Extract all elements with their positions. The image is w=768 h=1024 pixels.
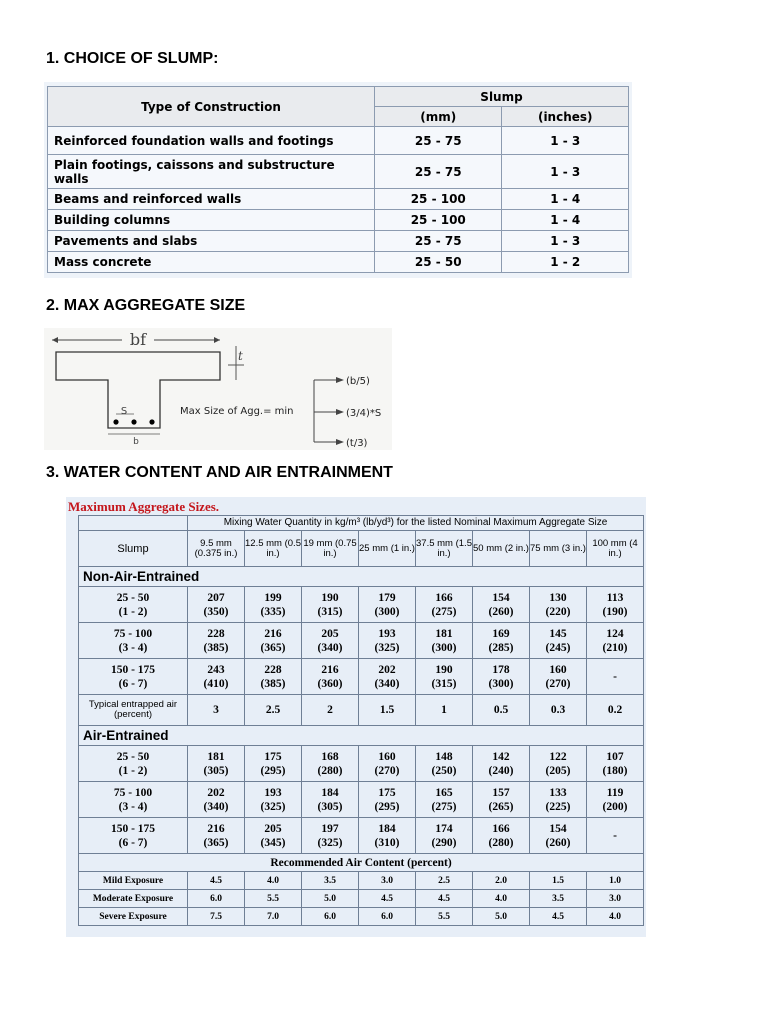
water-lb: (385) — [260, 677, 286, 690]
label-s: S — [120, 406, 128, 417]
col-header-type: Type of Construction — [48, 87, 375, 127]
exposure-cell: 4.5 — [416, 890, 473, 908]
water-kg: 228 — [264, 663, 282, 676]
water-cell — [473, 659, 530, 695]
water-cell — [359, 746, 416, 782]
water-cell — [302, 782, 359, 818]
exposure-cell: 1.0 — [587, 872, 644, 890]
cell-type: Reinforced foundation walls and footings — [48, 127, 375, 155]
table-row — [79, 908, 644, 926]
water-kg: 166 — [435, 591, 453, 604]
exposure-cell: 2.0 — [473, 872, 530, 890]
aggregate-diagram — [44, 328, 392, 450]
exposure-cell: 3.0 — [359, 872, 416, 890]
slump-mm: 75 - 100 — [113, 786, 153, 799]
exposure-cell: 3.5 — [302, 872, 359, 890]
exposure-cell: 4.5 — [530, 908, 587, 926]
water-kg: 166 — [492, 822, 510, 835]
water-lb: (200) — [602, 800, 628, 813]
water-lb: (240) — [488, 764, 514, 777]
water-kg: 154 — [492, 591, 510, 604]
water-kg: 197 — [321, 822, 339, 835]
table-row — [48, 231, 629, 252]
water-lb: (260) — [488, 605, 514, 618]
cell-mm: 25 - 75 — [375, 231, 502, 252]
water-kg: 142 — [492, 750, 510, 763]
water-cell — [245, 818, 302, 854]
entrapped-cell: 3 — [188, 695, 245, 726]
size-header: 100 mm (4 in.) — [587, 531, 644, 567]
exposure-cell: 4.0 — [587, 908, 644, 926]
col-header-slump: Slump — [375, 87, 629, 107]
water-lb: (300) — [374, 605, 400, 618]
water-cell — [188, 746, 245, 782]
water-kg: - — [613, 670, 617, 683]
table-row — [79, 872, 644, 890]
water-kg: 168 — [321, 750, 339, 763]
water-table-panel — [66, 497, 646, 937]
cell-mm: 25 - 100 — [375, 210, 502, 231]
entrapped-cell: 0.2 — [587, 695, 644, 726]
cell-inches: 1 - 4 — [502, 189, 629, 210]
water-cell — [530, 623, 587, 659]
water-cell — [416, 659, 473, 695]
water-kg: 145 — [549, 627, 567, 640]
size-header: 75 mm (3 in.) — [530, 531, 587, 567]
water-lb: (180) — [602, 764, 628, 777]
water-cell — [530, 746, 587, 782]
water-lb: (280) — [488, 836, 514, 849]
recommended-air-heading: Recommended Air Content (percent) — [79, 854, 644, 872]
water-lb: (220) — [545, 605, 571, 618]
table-row — [79, 587, 644, 623]
water-cell — [530, 659, 587, 695]
water-cell — [302, 659, 359, 695]
water-lb: (275) — [431, 800, 457, 813]
water-cell — [473, 623, 530, 659]
slump-mm: 25 - 50 — [116, 750, 150, 763]
water-cell — [587, 587, 644, 623]
size-header: 19 mm (0.75 in.) — [302, 531, 359, 567]
water-cell — [530, 782, 587, 818]
water-kg: 165 — [435, 786, 453, 799]
slump-cell — [79, 587, 188, 623]
water-cell — [473, 587, 530, 623]
water-kg: 205 — [321, 627, 339, 640]
water-kg: 184 — [378, 822, 396, 835]
water-kg: 154 — [549, 822, 567, 835]
water-cell — [302, 587, 359, 623]
water-table-title: Maximum Aggregate Sizes. — [68, 499, 220, 514]
size-header: 37.5 mm (1.5 in.) — [416, 531, 473, 567]
entrapped-cell: 0.5 — [473, 695, 530, 726]
cell-inches: 1 - 3 — [502, 231, 629, 252]
entrapped-cell: 1.5 — [359, 695, 416, 726]
cell-inches: 1 - 3 — [502, 127, 629, 155]
water-lb: (340) — [203, 800, 229, 813]
water-cell — [473, 782, 530, 818]
water-kg: 124 — [606, 627, 624, 640]
water-kg: 178 — [492, 663, 510, 676]
water-cell — [473, 746, 530, 782]
water-kg: 119 — [606, 786, 624, 799]
water-kg: 193 — [264, 786, 282, 799]
slump-table — [47, 86, 629, 273]
water-kg: 181 — [435, 627, 453, 640]
water-lb: (190) — [602, 605, 628, 618]
cell-type: Beams and reinforced walls — [48, 189, 375, 210]
section-heading-aggregate: 2. MAX AGGREGATE SIZE — [46, 297, 246, 314]
water-cell — [587, 746, 644, 782]
water-cell — [416, 782, 473, 818]
water-lb: (285) — [488, 641, 514, 654]
water-kg: 148 — [435, 750, 453, 763]
water-cell — [587, 782, 644, 818]
exposure-cell: 4.5 — [359, 890, 416, 908]
water-lb: (305) — [317, 800, 343, 813]
water-kg: 205 — [264, 822, 282, 835]
water-kg: 181 — [207, 750, 225, 763]
water-lb: (315) — [431, 677, 457, 690]
water-kg: 130 — [549, 591, 567, 604]
water-lb: (365) — [260, 641, 286, 654]
exposure-cell: 6.0 — [302, 908, 359, 926]
cell-type: Mass concrete — [48, 252, 375, 273]
cell-inches: 1 - 4 — [502, 210, 629, 231]
section-heading-water: 3. WATER CONTENT AND AIR ENTRAINMENT — [46, 464, 393, 481]
cell-inches: 1 - 3 — [502, 155, 629, 189]
label-bf: bf — [129, 330, 147, 349]
water-lb: (315) — [317, 605, 343, 618]
slump-in: (6 - 7) — [118, 677, 148, 690]
water-kg: - — [613, 829, 617, 842]
exposure-cell: 7.0 — [245, 908, 302, 926]
water-kg: 207 — [207, 591, 225, 604]
exposure-cell: 7.5 — [188, 908, 245, 926]
water-lb: (340) — [374, 677, 400, 690]
water-kg: 133 — [549, 786, 567, 799]
cell-mm: 25 - 50 — [375, 252, 502, 273]
table-row — [79, 818, 644, 854]
water-kg: 190 — [435, 663, 453, 676]
table-row — [48, 127, 629, 155]
super-header: Mixing Water Quantity in kg/m³ (lb/yd³) for the listed Nominal Maximum Aggregate Size — [188, 516, 644, 531]
water-cell — [245, 746, 302, 782]
water-kg: 107 — [606, 750, 624, 763]
water-lb: (340) — [317, 641, 343, 654]
water-lb: (280) — [317, 764, 343, 777]
exposure-cell: 5.5 — [245, 890, 302, 908]
water-kg: 169 — [492, 627, 510, 640]
water-table — [78, 515, 644, 926]
label-t: t — [238, 349, 243, 363]
water-cell — [302, 818, 359, 854]
col-header-mm: (mm) — [375, 107, 502, 127]
exposure-cell: 5.5 — [416, 908, 473, 926]
water-kg: 157 — [492, 786, 510, 799]
water-cell — [245, 623, 302, 659]
water-lb: (275) — [431, 605, 457, 618]
option-34s: (3/4)*S — [346, 408, 382, 419]
slump-table-panel — [44, 82, 632, 278]
water-lb: (300) — [431, 641, 457, 654]
exposure-cell: 2.5 — [416, 872, 473, 890]
water-cell — [530, 818, 587, 854]
slump-cell — [79, 782, 188, 818]
slump-cell — [79, 746, 188, 782]
entrapped-air-label: Typical entrapped air (percent) — [79, 695, 188, 726]
water-cell — [587, 659, 644, 695]
slump-header: Slump — [79, 531, 188, 567]
water-cell — [473, 818, 530, 854]
water-cell — [416, 818, 473, 854]
cell-type: Plain footings, caissons and substructure walls — [48, 155, 375, 189]
water-cell — [188, 659, 245, 695]
water-lb: (295) — [260, 764, 286, 777]
air-entrained-heading: Air-Entrained — [79, 726, 644, 746]
slump-in: (3 - 4) — [118, 800, 148, 813]
water-lb: (325) — [317, 836, 343, 849]
water-cell — [359, 659, 416, 695]
cell-inches: 1 - 2 — [502, 252, 629, 273]
water-cell — [359, 782, 416, 818]
table-row — [48, 155, 629, 189]
water-lb: (245) — [545, 641, 571, 654]
table-row — [48, 210, 629, 231]
exposure-cell: 1.5 — [530, 872, 587, 890]
water-cell — [416, 623, 473, 659]
non-air-entrained-heading: Non-Air-Entrained — [79, 567, 644, 587]
cell-type: Pavements and slabs — [48, 231, 375, 252]
exposure-cell: 4.0 — [245, 872, 302, 890]
water-kg: 202 — [378, 663, 396, 676]
slump-cell — [79, 659, 188, 695]
water-lb: (305) — [203, 764, 229, 777]
exposure-cell: 6.0 — [359, 908, 416, 926]
size-header: 9.5 mm (0.375 in.) — [188, 531, 245, 567]
water-lb: (265) — [488, 800, 514, 813]
water-lb: (290) — [431, 836, 457, 849]
water-lb: (410) — [203, 677, 229, 690]
water-cell — [416, 587, 473, 623]
water-lb: (310) — [374, 836, 400, 849]
size-header: 12.5 mm (0.5 in.) — [245, 531, 302, 567]
table-row — [48, 252, 629, 273]
slump-mm: 150 - 175 — [110, 822, 156, 835]
slump-cell — [79, 623, 188, 659]
water-kg: 122 — [549, 750, 567, 763]
water-cell — [302, 623, 359, 659]
entrapped-cell: 1 — [416, 695, 473, 726]
water-kg: 228 — [207, 627, 225, 640]
tbeam-diagram — [44, 328, 392, 450]
water-kg: 202 — [207, 786, 225, 799]
water-kg: 199 — [264, 591, 282, 604]
water-kg: 216 — [264, 627, 282, 640]
exposure-cell: 4.5 — [188, 872, 245, 890]
col-header-inches: (inches) — [502, 107, 629, 127]
cell-type: Building columns — [48, 210, 375, 231]
water-lb: (270) — [545, 677, 571, 690]
water-kg: 113 — [606, 591, 624, 604]
water-cell — [245, 587, 302, 623]
water-lb: (295) — [374, 800, 400, 813]
label-b: b — [133, 437, 139, 447]
slump-mm: 150 - 175 — [110, 663, 156, 676]
exposure-cell: 6.0 — [188, 890, 245, 908]
water-cell — [530, 587, 587, 623]
water-lb: (250) — [431, 764, 457, 777]
table-row — [79, 746, 644, 782]
table-row — [79, 659, 644, 695]
water-kg: 190 — [321, 591, 339, 604]
water-kg: 160 — [549, 663, 567, 676]
water-kg: 184 — [321, 786, 339, 799]
water-lb: (345) — [260, 836, 286, 849]
water-cell — [188, 782, 245, 818]
water-cell — [359, 623, 416, 659]
water-lb: (385) — [203, 641, 229, 654]
water-lb: (205) — [545, 764, 571, 777]
table-row — [79, 890, 644, 908]
water-kg: 193 — [378, 627, 396, 640]
water-lb: (360) — [317, 677, 343, 690]
water-lb: (325) — [374, 641, 400, 654]
option-b5: (b/5) — [346, 376, 370, 387]
water-cell — [245, 659, 302, 695]
water-lb: (335) — [260, 605, 286, 618]
water-lb: (260) — [545, 836, 571, 849]
table-row — [48, 189, 629, 210]
slump-in: (6 - 7) — [118, 836, 148, 849]
water-kg: 243 — [207, 663, 225, 676]
slump-mm: 25 - 50 — [116, 591, 150, 604]
formula-text: Max Size of Agg.= min — [180, 406, 294, 417]
water-cell — [587, 818, 644, 854]
water-cell — [302, 746, 359, 782]
water-lb: (225) — [545, 800, 571, 813]
option-t3: (t/3) — [346, 438, 368, 449]
slump-cell — [79, 818, 188, 854]
cell-mm: 25 - 75 — [375, 155, 502, 189]
slump-mm: 75 - 100 — [113, 627, 153, 640]
exposure-cell: 4.0 — [473, 890, 530, 908]
water-lb: (300) — [488, 677, 514, 690]
water-cell — [416, 746, 473, 782]
size-header: 25 mm (1 in.) — [359, 531, 416, 567]
water-kg: 216 — [207, 822, 225, 835]
water-kg: 175 — [378, 786, 396, 799]
table-row — [79, 623, 644, 659]
slump-in: (3 - 4) — [118, 641, 148, 654]
water-cell — [359, 587, 416, 623]
water-kg: 216 — [321, 663, 339, 676]
water-kg: 160 — [378, 750, 396, 763]
slump-in: (1 - 2) — [118, 605, 148, 618]
cell-mm: 25 - 75 — [375, 127, 502, 155]
exposure-cell: 5.0 — [302, 890, 359, 908]
entrapped-cell: 2.5 — [245, 695, 302, 726]
size-header: 50 mm (2 in.) — [473, 531, 530, 567]
water-kg: 174 — [435, 822, 453, 835]
water-lb: (210) — [602, 641, 628, 654]
water-cell — [245, 782, 302, 818]
exposure-label: Severe Exposure — [79, 908, 188, 926]
water-kg: 175 — [264, 750, 282, 763]
cell-mm: 25 - 100 — [375, 189, 502, 210]
water-cell — [188, 587, 245, 623]
section-heading-slump: 1. CHOICE OF SLUMP: — [46, 50, 219, 67]
water-cell — [359, 818, 416, 854]
exposure-label: Moderate Exposure — [79, 890, 188, 908]
water-lb: (350) — [203, 605, 229, 618]
slump-in: (1 - 2) — [118, 764, 148, 777]
water-cell — [188, 818, 245, 854]
water-lb: (270) — [374, 764, 400, 777]
water-lb: (325) — [260, 800, 286, 813]
exposure-label: Mild Exposure — [79, 872, 188, 890]
exposure-cell: 5.0 — [473, 908, 530, 926]
water-kg: 179 — [378, 591, 396, 604]
entrapped-cell: 2 — [302, 695, 359, 726]
table-row — [79, 782, 644, 818]
entrapped-cell: 0.3 — [530, 695, 587, 726]
water-cell — [587, 623, 644, 659]
water-cell — [188, 623, 245, 659]
water-lb: (365) — [203, 836, 229, 849]
exposure-cell: 3.0 — [587, 890, 644, 908]
exposure-cell: 3.5 — [530, 890, 587, 908]
